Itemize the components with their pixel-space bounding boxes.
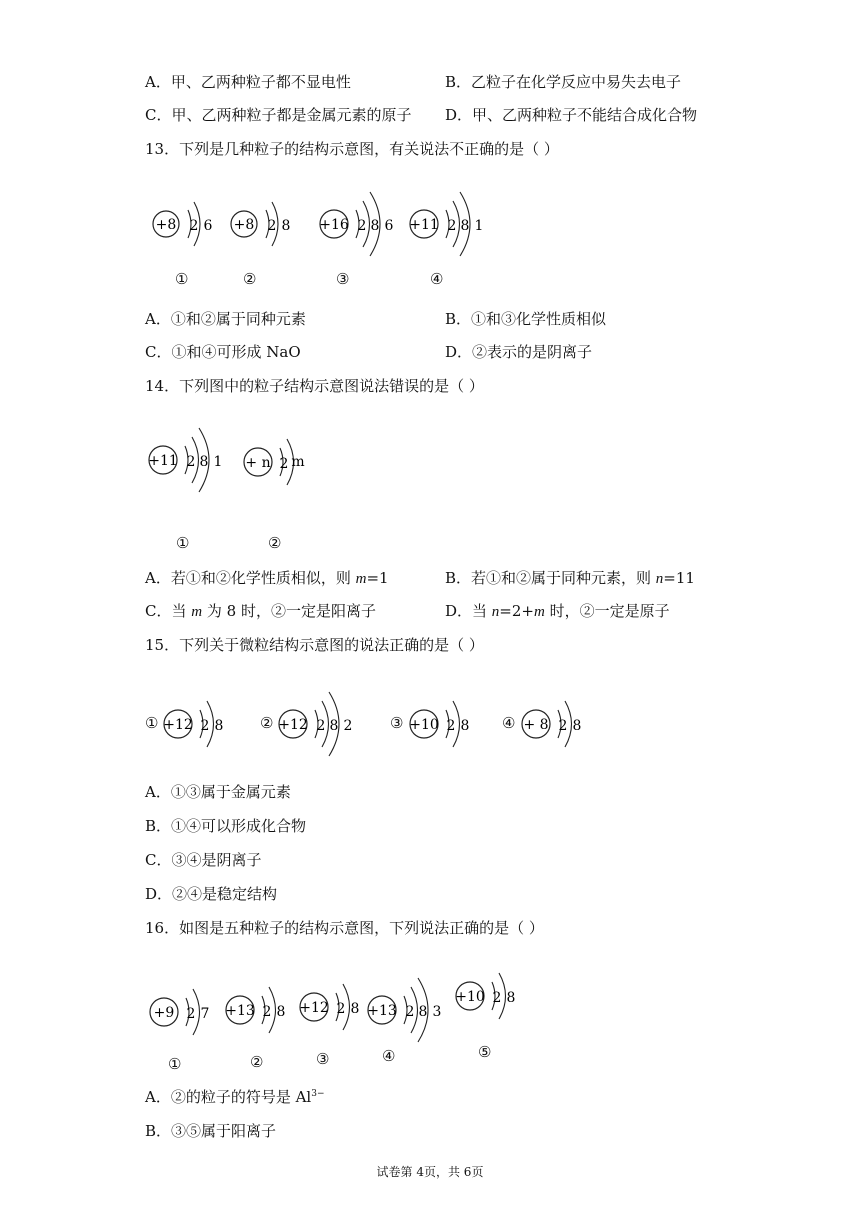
nucleus-charge: +10 <box>409 717 439 733</box>
shell-electrons: 2 <box>446 718 456 734</box>
shell-electrons: 8 <box>281 218 291 234</box>
q13-option-d: D．②表示的是阴离子 <box>445 343 593 361</box>
shell-electrons: 1 <box>213 454 223 470</box>
nucleus-charge: +12 <box>299 1000 329 1016</box>
shell-electrons: 2 <box>447 218 457 234</box>
shell-electrons: 2 <box>336 1001 346 1017</box>
shell-electrons: 2 <box>316 718 326 734</box>
nucleus-charge: + 8 <box>523 717 549 733</box>
q13-label-2: ② <box>243 270 257 288</box>
nucleus-charge: +12 <box>278 717 308 733</box>
q15-option-b: B．①④可以形成化合物 <box>145 817 307 835</box>
q16-option-a: A．②的粒子的符号是 $Al^{3-}$ <box>145 1088 325 1106</box>
q16-label-2: ② <box>250 1053 264 1071</box>
q14-stem: 14．下列图中的粒子结构示意图说法错误的是（ ） <box>145 377 484 395</box>
nucleus-charge: +10 <box>455 989 485 1005</box>
shell-electrons: 8 <box>572 718 582 734</box>
shell-electrons: 2 <box>186 454 196 470</box>
q16-stem: 16．如图是五种粒子的结构示意图，下列说法正确的是（ ） <box>145 919 544 937</box>
q13-diagram-3 <box>316 174 406 274</box>
shell-electrons: 8 <box>329 718 339 734</box>
shell-electrons: 2 <box>343 718 353 734</box>
shell-electrons: 6 <box>203 218 213 234</box>
nucleus-charge: +13 <box>367 1003 397 1019</box>
q13-option-a: A．①和②属于同种元素 <box>145 310 306 328</box>
shell-electrons: 6 <box>384 218 394 234</box>
q15-diagram-3 <box>406 680 486 770</box>
q14-diagram-1 <box>145 410 235 510</box>
nucleus-charge: +8 <box>155 217 177 233</box>
q15-option-d: D．②④是稳定结构 <box>145 885 278 903</box>
nucleus-charge: + n <box>245 455 271 471</box>
nucleus-charge: +8 <box>233 217 255 233</box>
q16-diagram-4 <box>364 960 454 1060</box>
shell-electrons: 8 <box>460 718 470 734</box>
shell-electrons: 7 <box>200 1006 210 1022</box>
q16-label-4: ④ <box>382 1047 396 1065</box>
shell-electrons: 2 <box>357 218 367 234</box>
nucleus-charge: +9 <box>153 1005 175 1021</box>
shell-electrons: 2 <box>558 718 568 734</box>
q13-diagram-2 <box>228 180 308 270</box>
shell-electrons: 8 <box>418 1004 428 1020</box>
shell-electrons: 1 <box>474 218 484 234</box>
q16-label-5: ⑤ <box>478 1043 492 1061</box>
nucleus-charge: +16 <box>319 217 349 233</box>
q15-diagram-4 <box>518 680 598 770</box>
shell-electrons: 2 <box>279 456 289 472</box>
q15-label-1: ① <box>145 714 159 732</box>
q14-option-c: C．当 m 为 8 时，②一定是阳离子 <box>145 602 376 620</box>
q15-diagram-1 <box>160 680 240 770</box>
shell-electrons: 3 <box>432 1004 442 1020</box>
q15-label-4: ④ <box>502 714 516 732</box>
q16-label-1: ① <box>168 1055 182 1073</box>
q15-label-3: ③ <box>390 714 404 732</box>
shell-electrons: 8 <box>214 718 224 734</box>
q15-option-c: C．③④是阴离子 <box>145 851 262 869</box>
q13-option-c: C．①和④可形成 NaO <box>145 343 301 361</box>
superscript-charge: 3− <box>311 1089 325 1099</box>
nucleus-charge: +11 <box>148 453 178 469</box>
shell-electrons: 2 <box>492 990 502 1006</box>
q13-option-b: B．①和③化学性质相似 <box>445 310 607 328</box>
q14-option-b: B．若①和②属于同种元素，则 n=11 <box>445 569 695 587</box>
q13-label-1: ① <box>175 270 189 288</box>
nucleus-charge: +12 <box>163 717 193 733</box>
shell-electrons: 8 <box>276 1004 286 1020</box>
q13-diagram-1 <box>150 180 230 270</box>
shell-electrons: 2 <box>267 218 277 234</box>
q13-label-4: ④ <box>430 270 444 288</box>
shell-electrons: 2 <box>405 1004 415 1020</box>
shell-electrons: 8 <box>506 990 516 1006</box>
shell-electrons: 2 <box>189 218 199 234</box>
page-footer: 试卷第 4页，共 6页 <box>376 1165 484 1179</box>
q16-diagram-5 <box>452 952 532 1042</box>
q12-option-b: B．乙粒子在化学反应中易失去电子 <box>445 73 682 91</box>
shell-electrons: 8 <box>460 218 470 234</box>
q15-label-2: ② <box>260 714 274 732</box>
q14-label-2: ② <box>268 534 282 552</box>
shell-electrons: 8 <box>350 1001 360 1017</box>
q15-option-a: A．①③属于金属元素 <box>145 783 291 801</box>
q15-diagram-2 <box>275 674 365 774</box>
q12-option-c: C．甲、乙两种粒子都是金属元素的原子 <box>145 106 412 124</box>
q14-diagram-2 <box>240 418 325 508</box>
q14-option-a: A．若①和②化学性质相似，则 m=1 <box>145 569 389 587</box>
q16-diagram-2 <box>222 966 302 1056</box>
q13-stem: 13．下列是几种粒子的结构示意图，有关说法不正确的是（ ） <box>145 140 559 158</box>
q16-option-b: B．③⑤属于阳离子 <box>145 1122 277 1140</box>
q16-diagram-1 <box>146 968 226 1058</box>
shell-electrons: 8 <box>199 454 209 470</box>
nucleus-charge: +13 <box>225 1003 255 1019</box>
q13-diagram-4 <box>406 174 496 274</box>
q12-option-d: D．甲、乙两种粒子不能结合成化合物 <box>445 106 698 124</box>
nucleus-charge: +11 <box>409 217 439 233</box>
q16-label-3: ③ <box>316 1050 330 1068</box>
q12-option-a: A．甲、乙两种粒子都不显电性 <box>145 73 351 91</box>
q14-label-1: ① <box>176 534 190 552</box>
q14-option-d: D．当 n=2+m 时，②一定是原子 <box>445 602 670 620</box>
shell-electrons: m <box>291 454 305 470</box>
shell-electrons: 8 <box>370 218 380 234</box>
shell-electrons: 2 <box>200 718 210 734</box>
shell-electrons: 2 <box>262 1004 272 1020</box>
q13-label-3: ③ <box>336 270 350 288</box>
q15-stem: 15．下列关于微粒结构示意图的说法正确的是（ ） <box>145 636 484 654</box>
shell-electrons: 2 <box>186 1006 196 1022</box>
